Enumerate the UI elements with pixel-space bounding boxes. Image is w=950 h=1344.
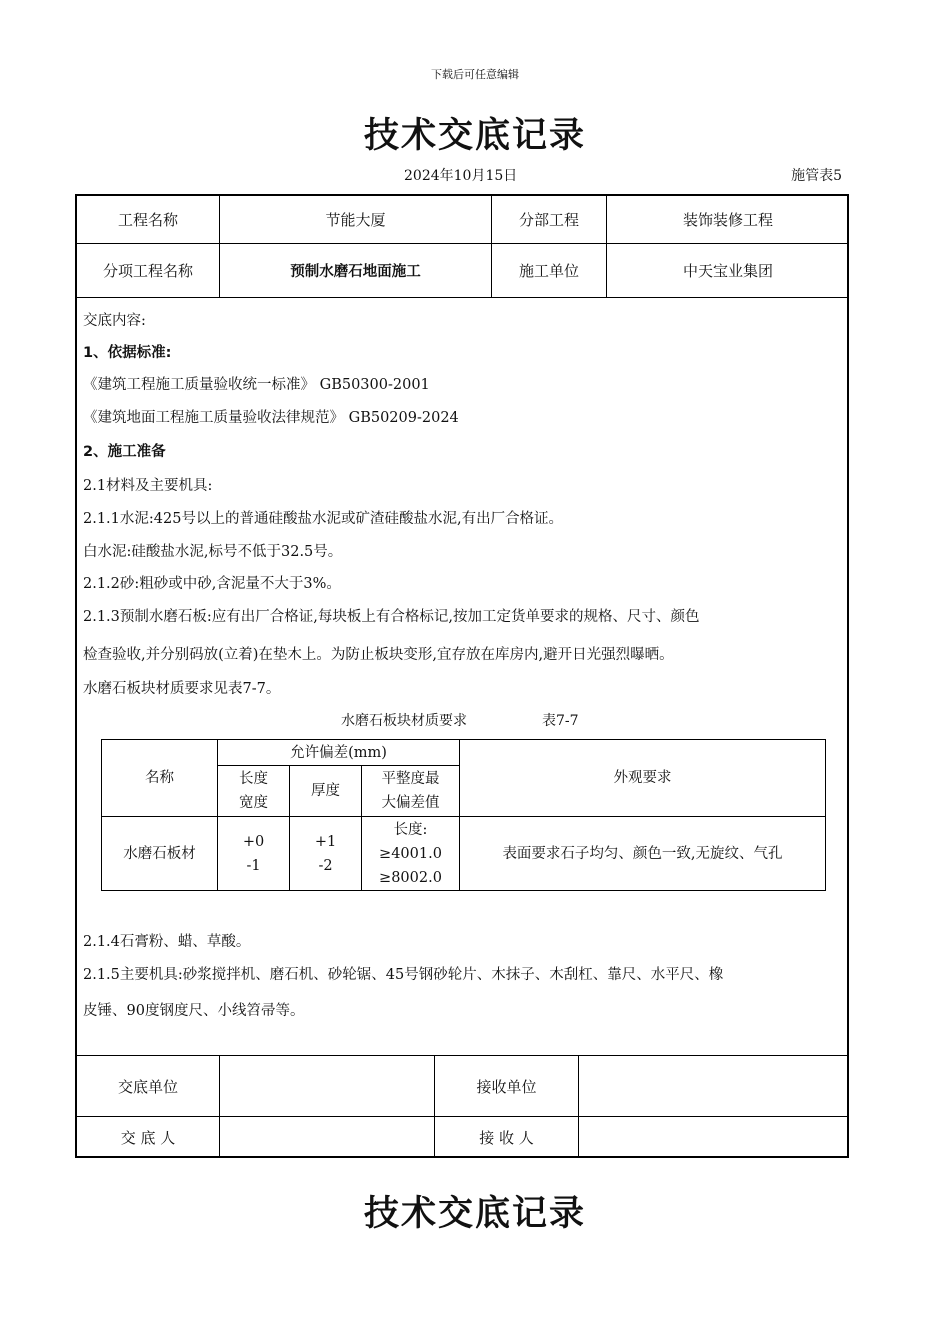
project-name-value: 节能大厦	[325, 211, 386, 229]
paragraph: 2.1.4石膏粉、蜡、草酸。	[83, 934, 251, 950]
receiver-label: 接 收 人	[479, 1129, 534, 1147]
receiver-unit-label: 接收单位	[476, 1077, 537, 1096]
paragraph: 皮锤、90度钢度尺、小线笤帚等。	[83, 1003, 305, 1019]
header-name: 名称	[145, 770, 174, 786]
header-length-width: 长度 宽度	[239, 771, 268, 811]
project-name-label: 工程名称	[117, 211, 178, 229]
content-intro: 交底内容:	[83, 313, 146, 329]
paragraph: 水磨石板块材质要求见表7-7。	[83, 681, 281, 697]
paragraph: 2.1材料及主要机具:	[83, 478, 213, 494]
record-date: 2024年10月15日	[404, 168, 518, 184]
row-thickness: +1 -2	[314, 833, 337, 874]
item-label: 分项工程名称	[102, 262, 193, 280]
standard-item: 《建筑工程施工质量验收统一标准》 GB50300-2001	[83, 377, 430, 393]
division-label: 分部工程	[518, 211, 579, 229]
material-table	[101, 739, 826, 891]
header-thickness: 厚度	[311, 783, 340, 799]
section-heading: 1、依据标准:	[83, 345, 172, 361]
giver-unit-label: 交底单位	[117, 1077, 178, 1096]
header-flatness: 平整度最 大偏差值	[381, 771, 440, 811]
unit-value: 中天宝业集团	[682, 262, 773, 280]
header-note: 下载后可任意编辑	[431, 68, 519, 81]
row-length: +0 -1	[242, 833, 265, 874]
division-value: 装饰装修工程	[682, 211, 773, 229]
next-page-title: 技术交底记录	[363, 1194, 586, 1234]
row-appearance: 表面要求石子均匀、颜色一致,无旋纹、气孔	[502, 845, 783, 862]
giver-label: 交 底 人	[120, 1129, 176, 1147]
item-value: 预制水磨石地面施工	[290, 264, 421, 280]
giver-field[interactable]	[220, 1117, 434, 1158]
divider	[77, 297, 847, 298]
receiver-field[interactable]	[579, 1117, 849, 1158]
header-appearance: 外观要求	[613, 770, 672, 786]
paragraph: 白水泥:硅酸盐水泥,标号不低于32.5号。	[83, 544, 343, 560]
section-heading: 2、施工准备	[83, 444, 166, 460]
row-name: 水磨石板材	[123, 845, 196, 862]
paragraph: 2.1.2砂:粗砂或中砂,含泥量不大于3%。	[83, 576, 341, 592]
paragraph: 检查验收,并分别码放(立着)在垫木上。为防止板块变形,宜存放在库房内,避开日光强烈曝晒。	[83, 647, 674, 663]
header-tolerance: 允许偏差(mm)	[290, 744, 387, 761]
page-title: 技术交底记录	[363, 116, 586, 156]
paragraph: 2.1.3预制水磨石板:应有出厂合格证,每块板上有合格标记,按加工定货单要求的规格、尺寸、颜色	[83, 609, 700, 625]
receiver-unit-field[interactable]	[579, 1056, 849, 1116]
standard-item: 《建筑地面工程施工质量验收法律规范》 GB50209-2024	[83, 410, 459, 426]
form-number: 施管表5	[791, 168, 842, 184]
subtable-number: 表7-7	[542, 713, 579, 729]
row-flatness: 长度: ≥4001.0 ≥8002.0	[379, 821, 442, 886]
paragraph: 2.1.1水泥:425号以上的普通硅酸盐水泥或矿渣硅酸盐水泥,有出厂合格证。	[83, 511, 564, 527]
unit-label: 施工单位	[518, 262, 579, 280]
paragraph: 2.1.5主要机具:砂浆搅拌机、磨石机、砂轮锯、45号钢砂轮片、木抹子、木刮杠、靠尺、水平尺、橡	[83, 967, 724, 983]
subtable-caption-text: 水磨石板块材质要求	[341, 713, 467, 729]
giver-unit-field[interactable]	[220, 1056, 434, 1116]
